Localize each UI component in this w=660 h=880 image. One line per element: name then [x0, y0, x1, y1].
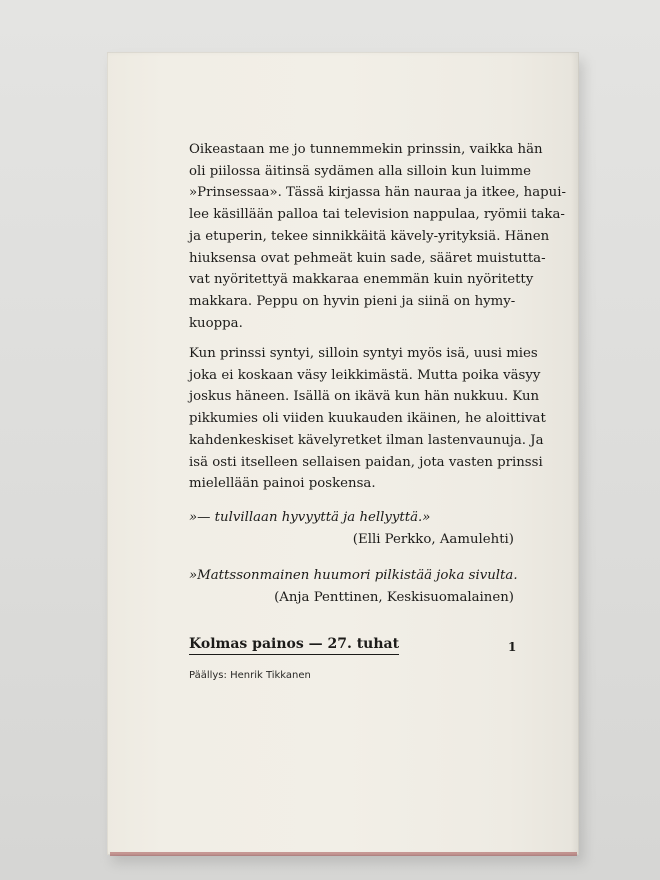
- text-line: joskus häneen. Isällä on ikävä kun hän nukkuu. Kun: [189, 389, 540, 405]
- review-text: »Mattssonmainen huumori pilkistää joka sivulta.: [189, 568, 518, 583]
- cover-credit: Päällys: Henrik Tikkanen: [189, 670, 311, 681]
- book-back-cover: [107, 52, 579, 855]
- book-bottom-edge: [110, 852, 577, 856]
- text-line: lee käsillään palloa tai television nappulaa, ryömii taka-: [189, 207, 565, 223]
- text-line: pikkumies oli viiden kuukauden ikäinen, he aloittivat: [189, 411, 546, 427]
- review-source: (Anja Penttinen, Keskisuomalainen): [274, 589, 514, 605]
- text-line: joka ei koskaan väsy leikkimästä. Mutta poika väsyy: [189, 367, 541, 383]
- text-line: Kun prinssi syntyi, silloin syntyi myös isä, uusi mies: [189, 346, 538, 361]
- text-line: »Prinsessaa». Tässä kirjassa hän nauraa ja itkee, hapui-: [189, 185, 566, 201]
- text-line: Oikeastaan me jo tunnemmekin prinssin, vaikka hän: [189, 142, 543, 157]
- page-number: 1: [508, 640, 517, 654]
- review-text: »— tulvillaan hyvyyttä ja hellyyttä.»: [189, 510, 431, 525]
- review-quote-1: [189, 507, 514, 550]
- text-line: vat nyöritettyä makkaraa enemmän kuin nyöritetty: [189, 272, 534, 288]
- description-paragraph-1: [189, 139, 566, 334]
- review-source: (Elli Perkko, Aamulehti): [352, 531, 514, 547]
- text-line: makkara. Peppu on hyvin pieni ja siinä on hymy-: [189, 293, 516, 309]
- text-line: kuoppa.: [189, 315, 243, 331]
- text-line: ja etuperin, tekee sinnikkäitä kävely-yrityksiä. Hänen: [189, 228, 550, 244]
- text-line: kahdenkeskiset kävelyretket ilman lastenvaunuja. Ja: [189, 432, 544, 448]
- text-line: isä osti itselleen sellaisen paidan, jota vasten prinssi: [189, 454, 543, 470]
- text-line: oli piilossa äitinsä sydämen alla silloin kun luimme: [189, 163, 531, 179]
- text-line: hiuksensa ovat pehmeät kuin sade, sääret muistutta-: [189, 250, 546, 266]
- review-quote-2: [189, 565, 518, 608]
- description-paragraph-2: [189, 343, 546, 495]
- text-line: mielellään painoi poskensa.: [189, 476, 376, 492]
- printing-info: Kolmas painos — 27. tuhat: [189, 636, 399, 655]
